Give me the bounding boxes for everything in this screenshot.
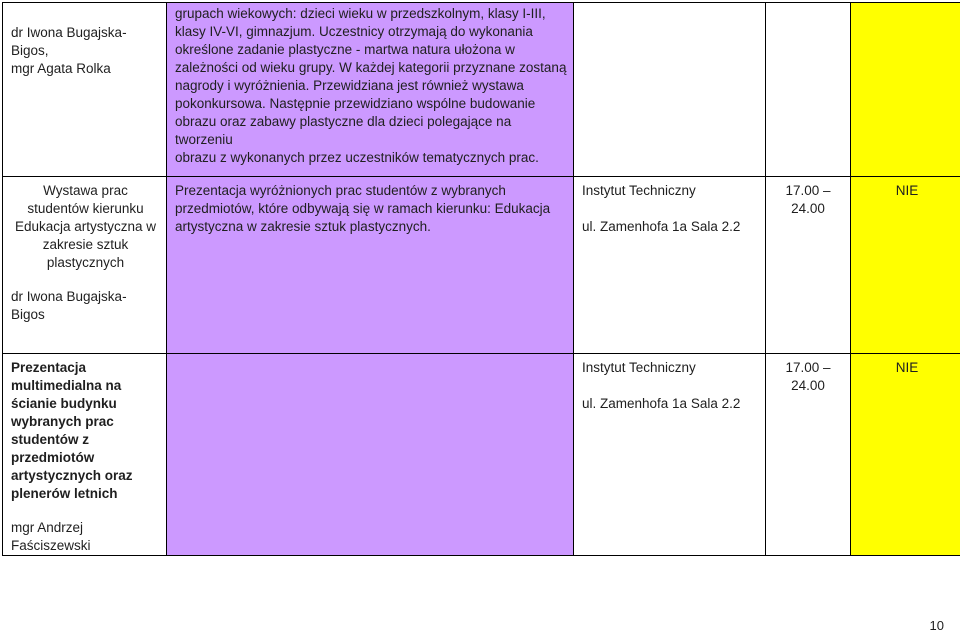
event-title-line: studentów kierunku [27,201,144,216]
description-line: zależności od wieku grupy. W każdej kategorii przyznane zostaną [175,60,567,75]
time-cell [766,354,851,556]
event-title-line: multimedialna na [11,378,122,393]
place-name: Instytut Techniczny [582,183,696,198]
time-start: 17.00 – [785,183,831,198]
title-cell [3,354,167,556]
event-title-line: wybranych prac [11,414,114,429]
description-cell [167,354,574,556]
description-line: nagrody i wyróżnienia. Przewidziana jest również wystawa [175,78,524,93]
flag-value: NIE [895,183,919,198]
event-title-line: studentów z [11,432,89,447]
event-title-line: plenerów letnich [11,486,118,501]
event-title-line: ścianie budynku [11,396,117,411]
event-person-line: mgr Andrzej [11,520,84,535]
event-person-line: Faściszewski [11,538,91,553]
place-cell [574,177,766,354]
description-line: artystyczna w zakresie sztuk plastycznych. [175,219,431,234]
place-cell [574,354,766,556]
organizer-line: mgr Agata Rolka [11,61,111,76]
time-start: 17.00 – [785,360,831,375]
event-title-line: Edukacja artystyczna w [14,219,157,234]
event-title-line: zakresie sztuk [42,237,129,252]
table-row [3,3,960,177]
event-person: dr Iwona Bugajska-Bigos [11,289,127,322]
description-line: określone zadanie plastyczne - martwa natura ułożona w [175,42,515,57]
event-title-line: artystycznych oraz [11,468,133,483]
description-cell [167,3,574,177]
description-cell [167,177,574,354]
event-title-line: Prezentacja [11,360,87,375]
flag-cell [851,3,960,177]
description-line: grupach wiekowych: dzieci wieku w przedszkolnym, klasy I-III, [175,6,546,21]
page-number: 10 [929,618,944,633]
description-line: pokonkursowa. Następnie przewidziano wspólne budowanie [175,96,536,111]
time-end: 24.00 [791,201,825,216]
schedule-table [2,2,960,556]
title-cell [3,177,167,354]
event-title-line: plastycznych [46,255,125,270]
flag-cell [851,354,960,556]
event-title-line: przedmiotów [11,450,95,465]
time-cell [766,3,851,177]
time-end: 24.00 [791,378,825,393]
place-address: ul. Zamenhofa 1a Sala 2.2 [582,396,741,411]
organizer-cell [3,3,167,177]
flag-cell [851,177,960,354]
description-line: klasy IV-VI, gimnazjum. Uczestnicy otrzymają do wykonania [175,24,533,39]
description-line: obrazu z wykonanych przez uczestników tematycznych prac. [175,150,539,165]
table-row [3,177,960,354]
time-cell [766,177,851,354]
organizer-line: dr Iwona Bugajska-Bigos, [11,25,127,58]
place-cell [574,3,766,177]
flag-value: NIE [895,360,919,375]
place-address: ul. Zamenhofa 1a Sala 2.2 [582,219,741,234]
description-line: obrazu oraz zabawy plastyczne dla dzieci polegające na tworzeniu [175,114,512,147]
table-row [3,354,960,556]
description-line: Prezentacja wyróżnionych prac studentów z wybranych [175,183,506,198]
event-title-line: Wystawa prac [43,183,128,198]
description-line: przedmiotów, które odbywają się w ramach kierunku: Edukacja [175,201,551,216]
place-name: Instytut Techniczny [582,360,696,375]
